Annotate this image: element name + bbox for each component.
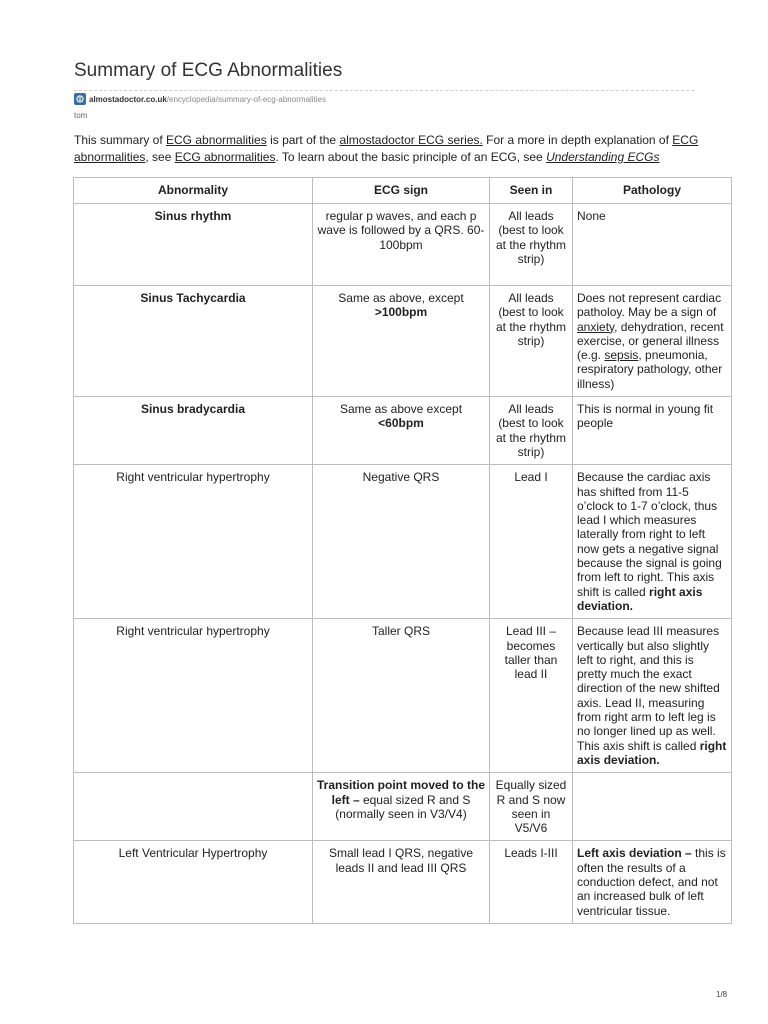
link-ecg-series[interactable]: almostadoctor ECG series. [339,133,483,147]
pathology-emphasis: Left axis deviation – [577,846,692,861]
cell-ecg-sign [313,397,490,465]
cell-pathology [573,841,732,923]
table-row [74,286,732,397]
sign-emphasis: >100bpm [374,305,428,320]
cell-abnormality: Right ventricular hypertrophy [74,619,313,773]
cell-pathology [573,286,732,397]
cell-seen-in: Equally sized R and S now seen in V5/V6 [490,773,573,841]
sign-emphasis: <60bpm [378,416,424,431]
intro-text: . To learn about the basic principle of an ECG, see [275,150,547,164]
cell-ecg-sign [313,286,490,397]
site-logo-icon [74,93,86,105]
cell-seen-in: All leads (best to look at the rhythm strip) [490,397,573,465]
pathology-text: this is often the results of a conduction defect, and not an increased bulk of left ventricular tissue. [577,846,726,918]
pathology-emphasis: right axis deviation. [577,738,727,767]
link-ecg-abnormalities-2[interactable]: ECG abnormalities [74,133,699,164]
pathology-text: Because the cardiac axis has shifted from 11-5 o’clock to 1-7 o’clock, thus lead I which measures laterally from right to left now gets a negative signal because the signal is going from left to right. This axis shift is called [577,470,722,599]
intro-text: This summary of [74,133,167,147]
intro-text: For a more in depth explanation of [482,133,673,147]
table-row [74,465,732,619]
pathology-emphasis: right axis deviation. [577,584,703,613]
cell-pathology [573,773,732,841]
cell-seen-in: All leads (best to look at the rhythm strip) [490,204,573,286]
cell-ecg-sign: Taller QRS [313,619,490,773]
cell-seen-in: Lead III – becomes taller than lead II [490,619,573,773]
link-understanding-ecgs[interactable]: Understanding ECGs [546,150,660,164]
cell-pathology [573,465,732,619]
intro-paragraph [74,132,724,166]
sign-text: Same as above except [339,402,463,417]
pathology-text: Does not represent cardiac patholoy. May be a sign of [577,291,722,320]
header-pathology: Pathology [573,178,732,204]
link-ecg-abnormalities-3[interactable]: ECG abnormalities [174,150,276,164]
sign-emphasis: Transition point moved to the left – [317,778,485,807]
header-ecg-sign: ECG sign [313,178,490,204]
header-seen-in: Seen in [490,178,573,204]
page-number: 1/8 [716,990,728,999]
table-row [74,773,732,841]
ecg-table [73,177,732,924]
header-abnormality: Abnormality [74,178,313,204]
cell-seen-in: Lead I [490,465,573,619]
pathology-text: Because lead III measures vertically but also slightly left to right, and this is pretty much the exact direction of the new shifted axis. Lead II, measuring from right arm to left leg is no longer lined up as well. This axis shift is called [577,624,720,753]
table-row [74,204,732,286]
cell-abnormality [74,773,313,841]
source-domain: almostadoctor.co.uk [89,94,167,104]
cell-pathology: This is normal in young fit people [573,397,732,465]
author: tom [74,111,88,120]
pathology-text: , dehydration, recent exercise, or general illness (e.g. [577,319,724,363]
source-url[interactable] [74,90,694,105]
sign-text: Same as above, except [338,291,464,305]
link-ecg-abnormalities[interactable]: ECG abnormalities [166,133,267,147]
link-anxiety[interactable]: anxiety [577,319,615,334]
page-title: Summary of ECG Abnormalities [74,60,343,81]
intro-text: is part of the [266,133,340,147]
cell-abnormality: Sinus Tachycardia [74,286,313,397]
cell-ecg-sign: regular p waves, and each p wave is followed by a QRS. 60-100bpm [313,204,490,286]
cell-pathology [573,619,732,773]
cell-pathology: None [573,204,732,286]
cell-seen-in: Leads I-III [490,841,573,923]
cell-ecg-sign [313,773,490,841]
table-row [74,619,732,773]
sign-text: equal sized R and S (normally seen in V3/V4) [335,792,471,821]
cell-abnormality: Sinus rhythm [74,204,313,286]
cell-ecg-sign: Small lead I QRS, negative leads II and lead III QRS [313,841,490,923]
table-row [74,841,732,923]
table-row [74,397,732,465]
cell-abnormality: Sinus bradycardia [74,397,313,465]
pathology-text: , pneumonia, respiratory pathology, other illness) [577,348,723,391]
link-sepsis[interactable]: sepsis [604,348,639,363]
cell-abnormality: Right ventricular hypertrophy [74,465,313,619]
source-path: /encyclopedia/summary-of-ecg-abnormalities [166,94,326,104]
cell-ecg-sign: Negative QRS [313,465,490,619]
cell-abnormality: Left Ventricular Hypertrophy [74,841,313,923]
table-header-row [74,178,732,204]
cell-seen-in: All leads (best to look at the rhythm strip) [490,286,573,397]
intro-text: , see [145,150,175,164]
